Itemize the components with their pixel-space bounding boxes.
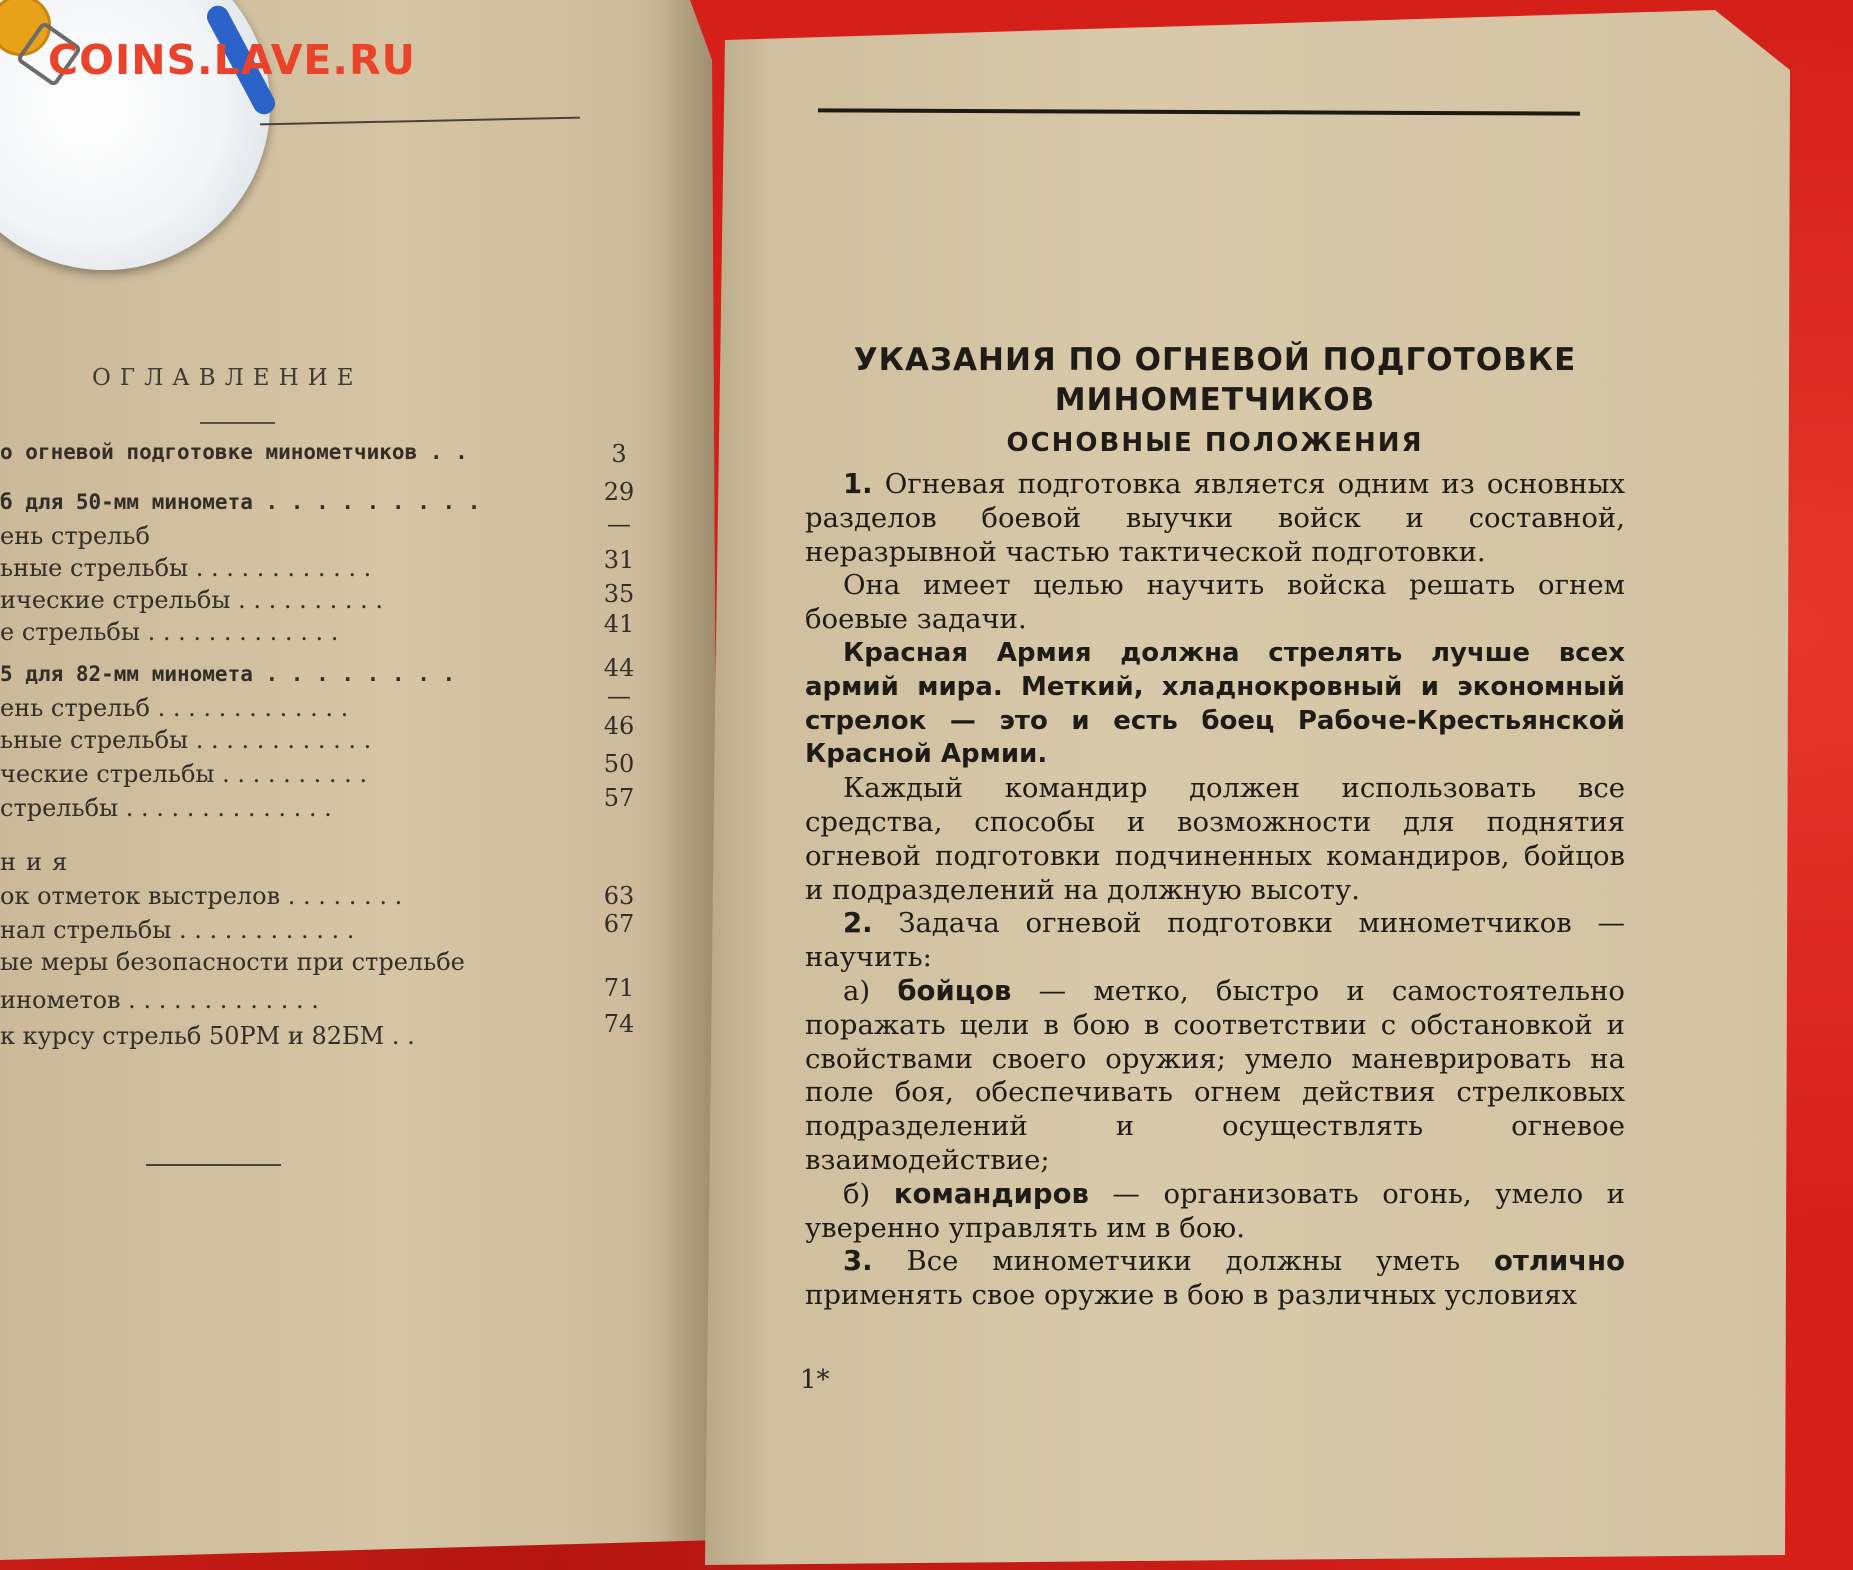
paragraph-7	[805, 1178, 1625, 1246]
toc-entry-page: 31	[603, 546, 635, 574]
toc-entry	[0, 580, 635, 616]
paragraph-8-bold: отлично	[1494, 1245, 1626, 1278]
toc-entry-page: 67	[603, 910, 635, 938]
paragraph-6-bold: бойцов	[897, 974, 1012, 1007]
toc-entry-page: 57	[603, 784, 635, 812]
paragraph-5	[805, 907, 1625, 975]
toc-title: ОГЛАВЛЕНИЕ	[92, 365, 363, 391]
paragraph-1-text: Огневая подготовка является одним из основных разделов боевой выучки войск и составной, неразрывной частью тактической подготовки.	[805, 468, 1625, 568]
document-title-line2: МИНОМЕТЧИКОВ	[1054, 382, 1376, 418]
toc-entry	[0, 478, 635, 520]
paragraph-7-text: — организовать огонь, умело и уверенно управлять им в бою.	[805, 1177, 1626, 1244]
paragraph-8-number: 3.	[843, 1245, 873, 1278]
document-body	[805, 340, 1625, 1313]
toc-entry-text: ьные стрельбы . . . . . . . . . . . .	[0, 554, 372, 582]
toc-entry	[0, 510, 631, 552]
toc-entry-page: 50	[603, 750, 635, 778]
toc-entry-text: ьные стрельбы . . . . . . . . . . . .	[0, 726, 372, 754]
toc-entry	[0, 974, 635, 1016]
toc-entry	[0, 682, 631, 724]
toc-entry-text: ень стрельб	[0, 522, 150, 550]
toc-entry-text: е стрельбы . . . . . . . . . . . . .	[0, 618, 339, 646]
paragraph-5-number: 2.	[843, 907, 873, 940]
toc-entry-page: —	[607, 682, 631, 710]
paragraph-7-prefix: б)	[843, 1177, 871, 1210]
paragraph-2: Она имеет целью научить войска решать огнем боевые задачи.	[805, 569, 1625, 636]
paragraph-8-text-b: применять свое оружие в бою в различных условиях	[805, 1279, 1577, 1312]
paragraph-8-text-a: Все минометчики должны уметь	[906, 1245, 1461, 1278]
toc-entry	[0, 546, 635, 584]
toc-end-rule	[146, 1164, 281, 1166]
toc-entry-text: к курсу стрельб 50РМ и 82БМ . .	[0, 1022, 415, 1050]
toc-entry-page: 71	[603, 974, 635, 1002]
paragraph-7-bold: командиров	[893, 1177, 1089, 1210]
toc-entry	[0, 948, 620, 978]
toc-entry	[0, 440, 627, 470]
toc-entry	[0, 1010, 635, 1052]
toc-entry	[0, 784, 635, 824]
paragraph-6	[805, 975, 1625, 1178]
paragraph-5-text: Задача огневой подготовки минометчиков — научить:	[805, 907, 1626, 974]
paragraph-1	[805, 468, 1625, 569]
toc-entry-text: ень стрельб . . . . . . . . . . . . .	[0, 694, 349, 722]
toc-section-text: ния	[0, 848, 78, 876]
toc-entry-text: ческие стрельбы . . . . . . . . . .	[0, 760, 368, 788]
signature-mark: 1*	[800, 1365, 830, 1395]
toc-entry-text: стрельбы . . . . . . . . . . . . . .	[0, 794, 332, 822]
section-heading: ОСНОВНЫЕ ПОЛОЖЕНИЯ	[1006, 428, 1424, 458]
toc-entry-page: —	[607, 510, 631, 538]
toc-entry	[0, 882, 635, 912]
toc-entry	[0, 712, 635, 756]
toc-title-underline	[200, 422, 275, 424]
toc-entry-page: 63	[603, 882, 635, 910]
toc-entry-text: ические стрельбы . . . . . . . . . .	[0, 586, 384, 614]
toc-entry-text: ок отметок выстрелов . . . . . . . .	[0, 882, 403, 910]
toc-entry-page: 41	[603, 610, 635, 638]
paragraph-1-number: 1.	[843, 468, 873, 500]
toc-entry-text: нал стрельбы . . . . . . . . . . . .	[0, 916, 355, 944]
watermark: COINS.LAVE.RU	[48, 36, 416, 84]
toc-entry	[0, 610, 635, 648]
toc-entry-page: 29	[603, 478, 635, 506]
document-title	[805, 340, 1625, 420]
toc-entry-text: ые меры безопасности при стрельбе	[0, 948, 465, 976]
toc-entry-page: 74	[603, 1010, 635, 1038]
paragraph-6-prefix: а)	[843, 974, 871, 1007]
toc-entry-page: 44	[603, 654, 635, 682]
toc-entry	[0, 750, 635, 790]
toc-entry-text: о огневой подготовке минометчиков . .	[0, 440, 468, 464]
toc-entry-page: 3	[611, 440, 627, 468]
toc-entry-text: 5 для 82-мм миномета . . . . . . . .	[0, 662, 456, 686]
paragraph-3: Красная Армия должна стрелять лучше всех армий мира. Меткий, хладнокровный и экономный стрелок — это и есть боец Рабоче-Крестьянской Красной Армии.	[805, 637, 1625, 770]
toc-entry-page: 35	[603, 580, 635, 608]
toc-entry	[0, 654, 635, 692]
toc-section	[0, 848, 620, 878]
toc-entry-text: б для 50-мм миномета . . . . . . . . .	[0, 490, 481, 514]
toc-entry-page: 46	[603, 712, 635, 740]
toc-entry-text: инометов . . . . . . . . . . . . .	[0, 986, 319, 1014]
paragraph-6-text: — метко, быстро и самостоятельно поражать цели в бою в соответствии с обстановкой и свойствами своего оружия; умело маневрировать на поле боя, обеспечивать огнем действия стрелковых подразделений и осуществлять огневое взаимодействие;	[805, 974, 1625, 1176]
paragraph-4: Каждый командир должен использовать все средства, способы и возможности для поднятия огневой подготовки подчиненных командиров, бойцов и подразделений на должную высоту.	[805, 772, 1625, 906]
document-title-line1: УКАЗАНИЯ ПО ОГНЕВОЙ ПОДГОТОВКЕ	[853, 342, 1577, 378]
paragraph-8	[805, 1245, 1625, 1313]
toc-entry	[0, 910, 635, 946]
